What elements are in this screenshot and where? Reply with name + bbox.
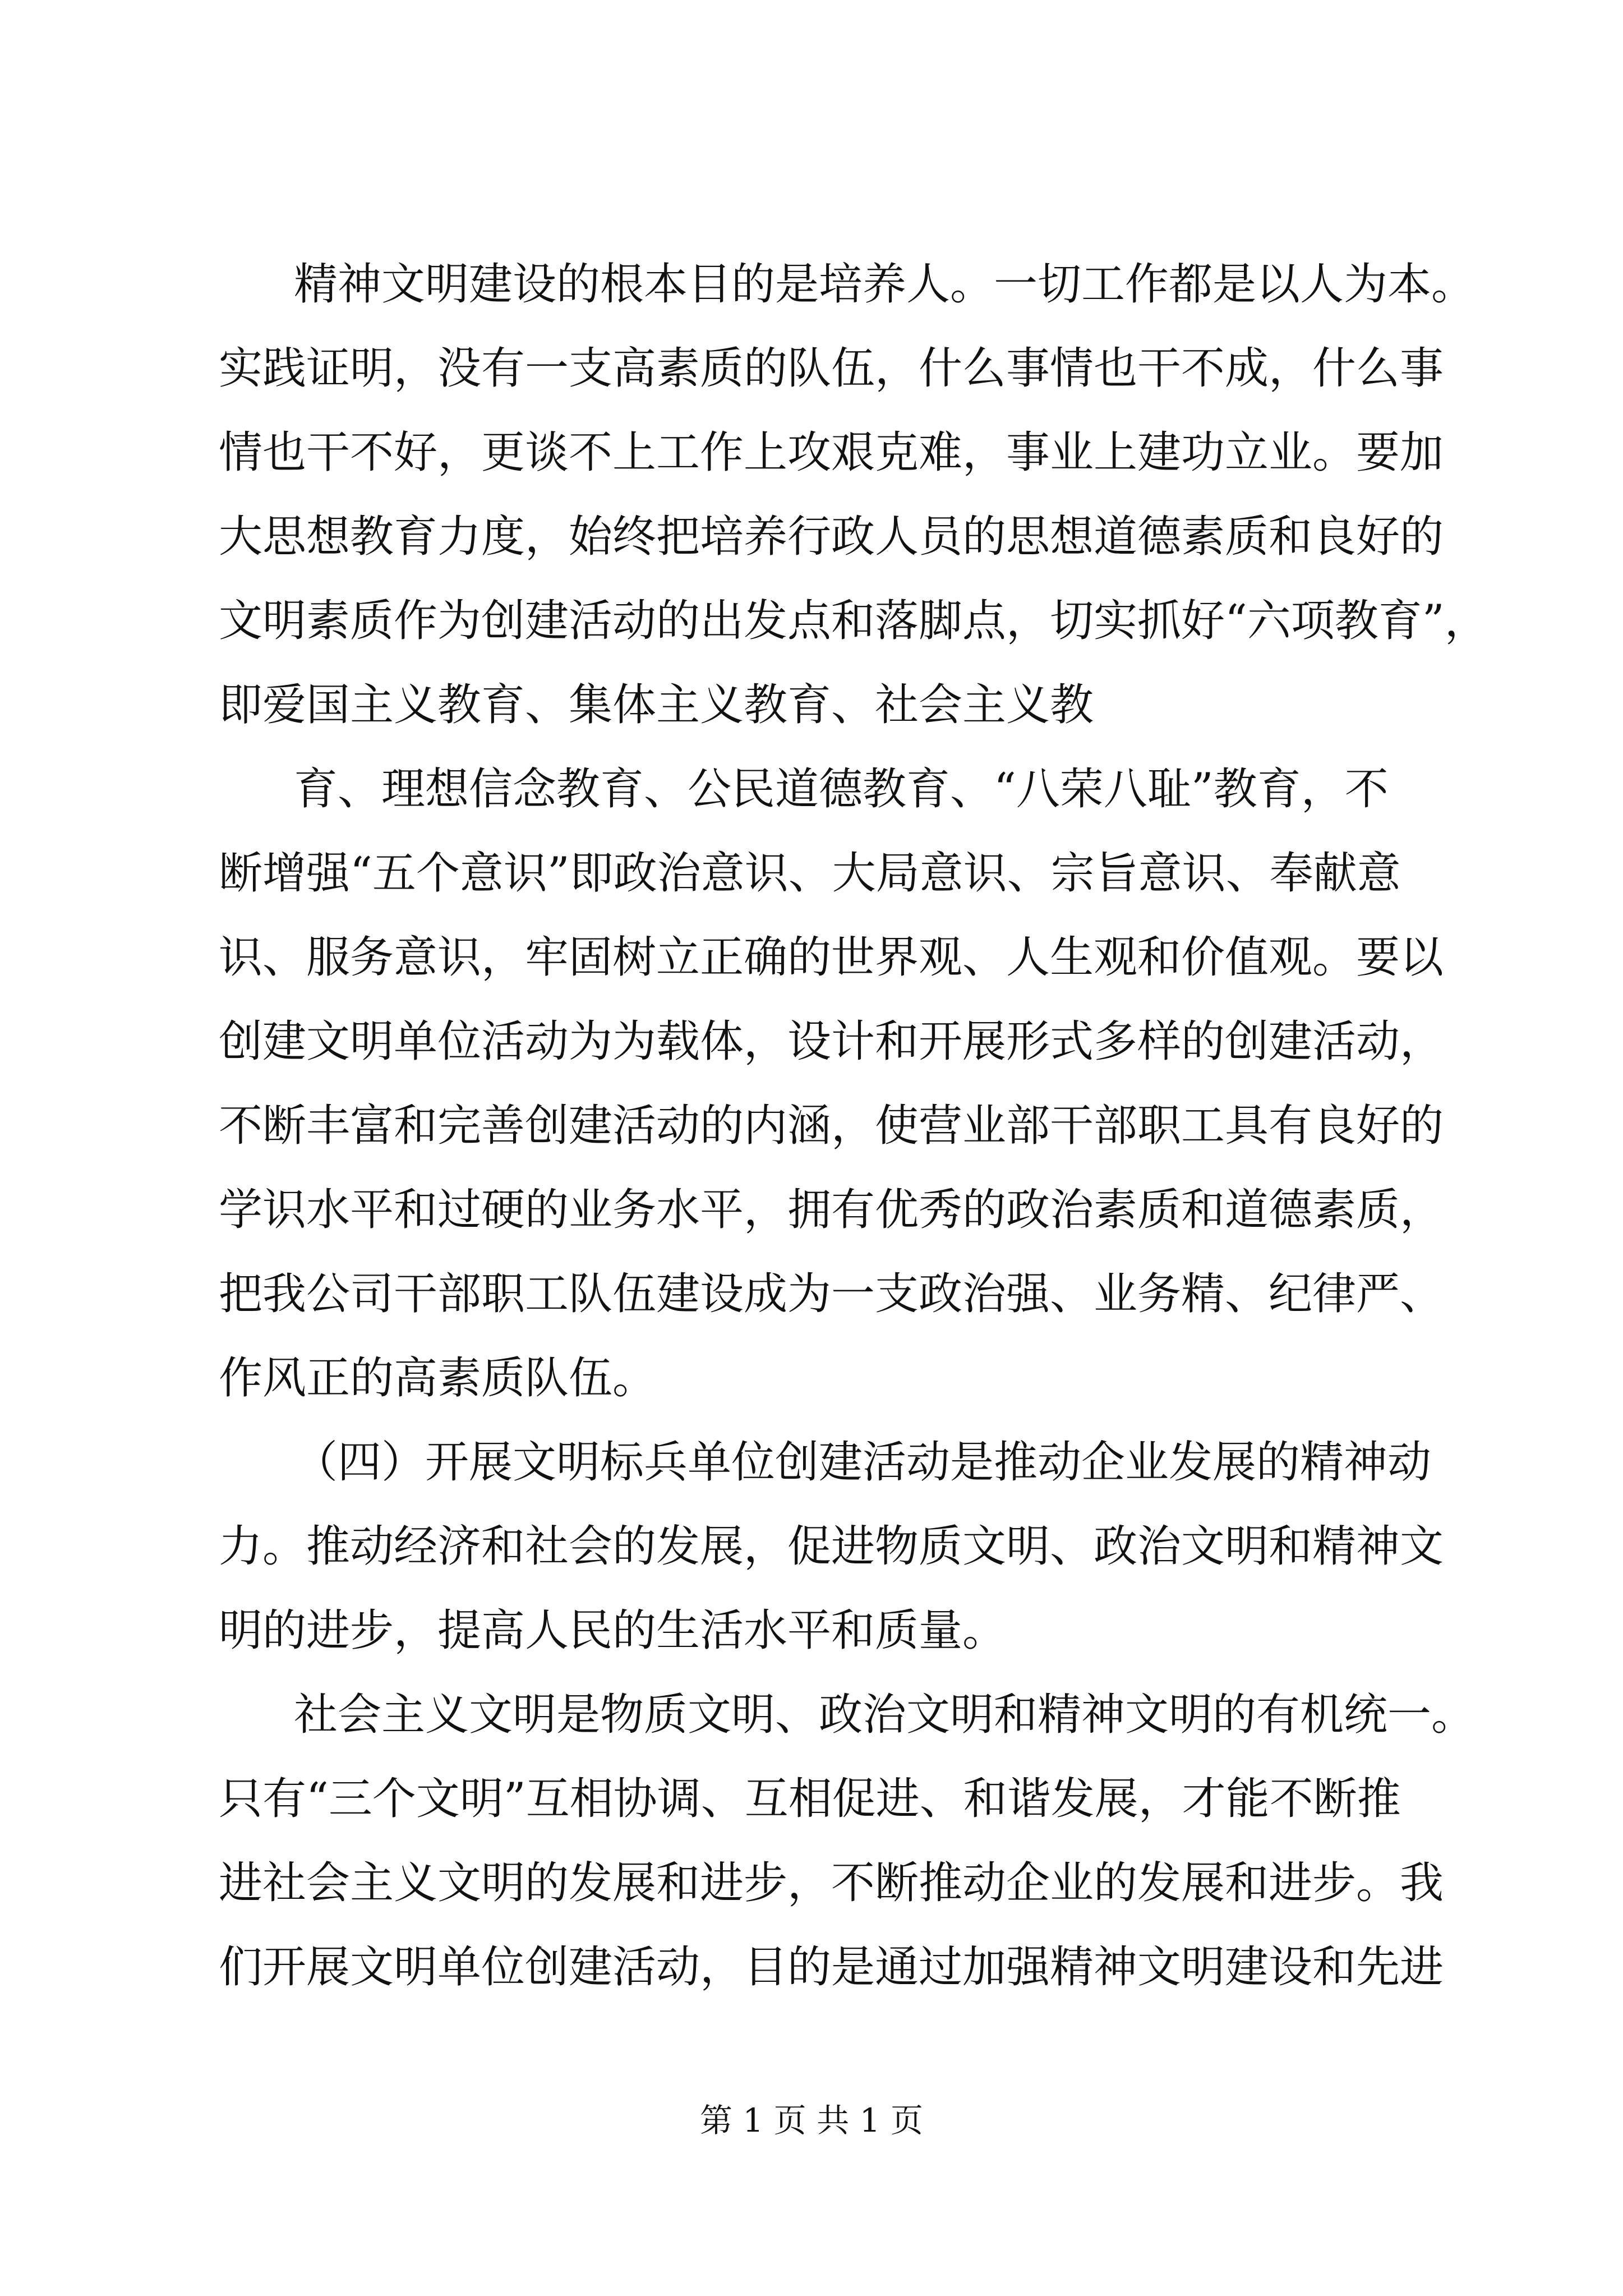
- text-line: 力。推动经济和社会的发展，促进物质文明、政治文明和精神文: [219, 1521, 1444, 1572]
- text-line: 情也干不好，更谈不上工作上攻艰克难，事业上建功立业。要加: [219, 427, 1444, 478]
- text-line: 创建文明单位活动为为载体，设计和开展形式多样的创建活动，: [219, 1016, 1444, 1067]
- text-line: 精神文明建设的根本目的是培养人。一切工作都是以人为本。: [294, 259, 1476, 310]
- text-line: 作风正的高素质队伍。: [219, 1353, 657, 1404]
- text-line: 大思想教育力度，始终把培养行政人员的思想道德素质和良好的: [219, 512, 1444, 562]
- text-line: 学识水平和过硬的业务水平，拥有优秀的政治素质和道德素质，: [219, 1185, 1444, 1235]
- text-line: 们开展文明单位创建活动，目的是通过加强精神文明建设和先进: [219, 1942, 1444, 1993]
- text-line: 不断丰富和完善创建活动的内涵，使营业部干部职工具有良好的: [219, 1101, 1444, 1151]
- text-line: 即爱国主义教育、集体主义教育、社会主义教: [219, 680, 1094, 730]
- text-line: 社会主义文明是物质文明、政治文明和精神文明的有机统一。: [294, 1690, 1476, 1740]
- section-heading-line: （四）开展文明标兵单位创建活动是推动企业发展的精神动: [294, 1437, 1432, 1488]
- text-line: 断增强“五个意识”即政治意识、大局意识、宗旨意识、奉献意: [219, 848, 1401, 899]
- text-line: 文明素质作为创建活动的出发点和落脚点，切实抓好“六项教育”，: [219, 596, 1488, 646]
- document-body: [219, 242, 1488, 2009]
- text-line: 把我公司干部职工队伍建设成为一支政治强、业务精、纪律严、: [219, 1269, 1444, 1319]
- page-number-footer: 第 1 页 共 1 页: [700, 2101, 923, 2139]
- text-line: 识、服务意识，牢固树立正确的世界观、人生观和价值观。要以: [219, 932, 1444, 983]
- text-line: 实践证明，没有一支高素质的队伍，什么事情也干不成，什么事: [219, 343, 1444, 394]
- text-line: 明的进步，提高人民的生活水平和质量。: [219, 1605, 1007, 1656]
- text-line: 进社会主义文明的发展和进步，不断推动企业的发展和进步。我: [219, 1858, 1444, 1908]
- text-line: 育、理想信念教育、公民道德教育、“八荣八耻”教育，不: [294, 764, 1389, 815]
- text-line: 只有“三个文明”互相协调、互相促进、和谐发展，才能不断推: [219, 1774, 1401, 1824]
